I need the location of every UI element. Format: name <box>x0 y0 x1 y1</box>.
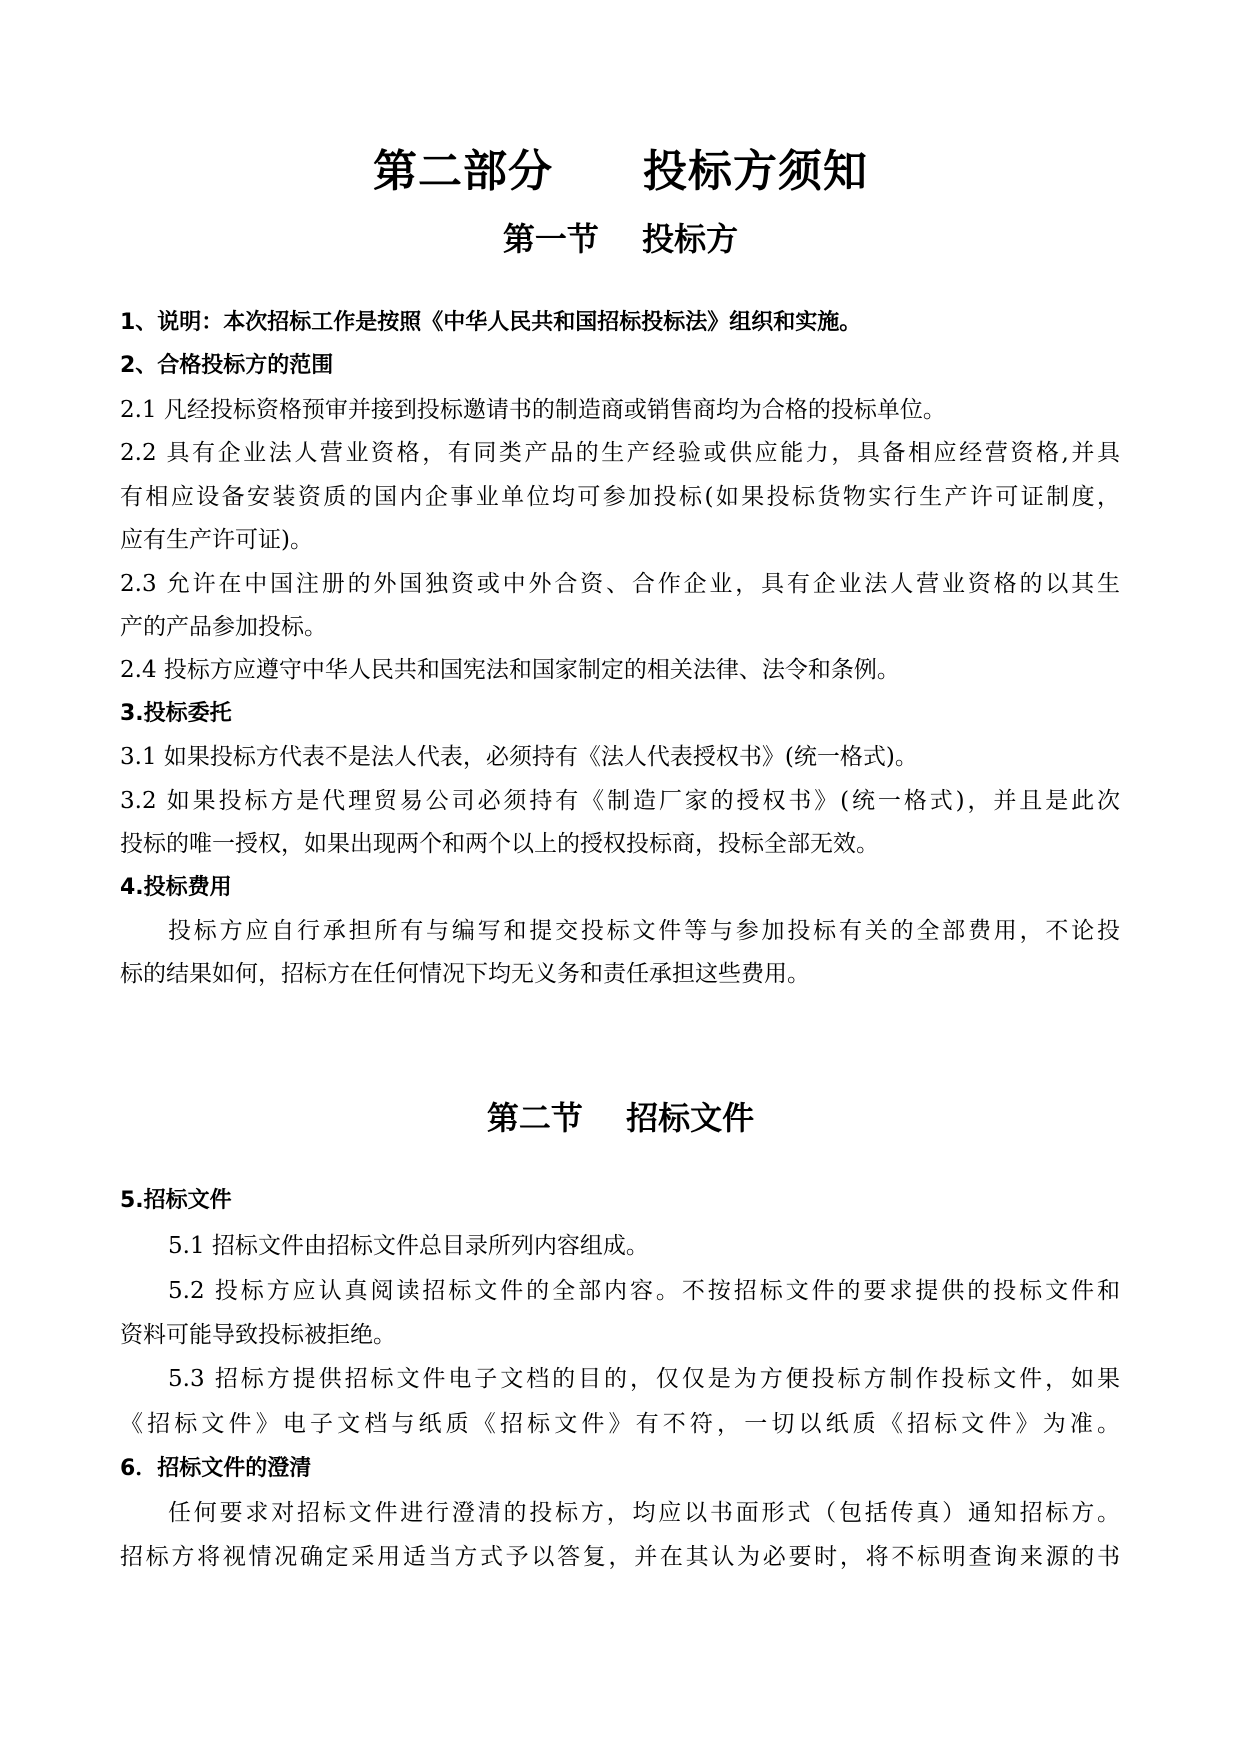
paragraph-line: 2.1 凡经投标资格预审并接到投标邀请书的制造商或销售商均为合格的投标单位。 <box>120 397 946 423</box>
paragraph-line: 2.3 允许在中国注册的外国独资或中外合资、合作企业，具有企业法人营业资格的以其生 <box>120 571 1120 597</box>
heading-line: 4.投标费用 <box>120 875 232 900</box>
paragraph-line: 《招标文件》电子文档与纸质《招标文件》有不符，一切以纸质《招标文件》为准。 <box>120 1411 1120 1437</box>
paragraph-line: 3.2 如果投标方是代理贸易公司必须持有《制造厂家的授权书》(统一格式)，并且是此次 <box>120 788 1120 814</box>
part-title: 第二部分 投标方须知 <box>373 146 868 197</box>
paragraph-line: 标的结果如何，招标方在任何情况下均无义务和责任承担这些费用。 <box>120 961 810 987</box>
paragraph-line: 5.3 招标方提供招标文件电子文档的目的，仅仅是为方便投标方制作投标文件，如果 <box>168 1366 1120 1392</box>
heading-line: 3.投标委托 <box>120 701 232 726</box>
heading-line: 6．招标文件的澄清 <box>120 1456 312 1481</box>
paragraph-line: 5.1 招标文件由招标文件总目录所列内容组成。 <box>168 1233 649 1259</box>
paragraph-line: 投标方应自行承担所有与编写和提交投标文件等与参加投标有关的全部费用，不论投 <box>168 918 1120 944</box>
section-title: 第二节 招标文件 <box>486 1099 755 1137</box>
paragraph-line: 1、说明：本次招标工作是按照《中华人民共和国招标投标法》组织和实施。 <box>120 310 862 335</box>
paragraph-line: 2.4 投标方应遵守中华人民共和国宪法和国家制定的相关法律、法令和条例。 <box>120 657 900 683</box>
paragraph-line: 3.1 如果投标方代表不是法人代表，必须持有《法人代表授权书》(统一格式)。 <box>120 744 918 770</box>
paragraph-line: 有相应设备安装资质的国内企事业单位均可参加投标(如果投标货物实行生产许可证制度， <box>120 484 1120 510</box>
paragraph-line: 2.2 具有企业法人营业资格，有同类产品的生产经验或供应能力，具备相应经营资格,并具 <box>120 440 1120 466</box>
section-title: 第一节 投标方 <box>502 220 739 258</box>
heading-line: 2、合格投标方的范围 <box>120 353 334 378</box>
paragraph-line: 投标的唯一授权，如果出现两个和两个以上的授权投标商，投标全部无效。 <box>120 831 879 857</box>
paragraph-line: 资料可能导致投标被拒绝。 <box>120 1322 396 1348</box>
paragraph-line: 招标方将视情况确定采用适当方式予以答复，并在其认为必要时，将不标明查询来源的书 <box>120 1544 1120 1570</box>
paragraph-line: 任何要求对招标文件进行澄清的投标方，均应以书面形式（包括传真）通知招标方。 <box>168 1500 1120 1526</box>
paragraph-line: 5.2 投标方应认真阅读招标文件的全部内容。不按招标文件的要求提供的投标文件和 <box>168 1278 1120 1304</box>
paragraph-line: 产的产品参加投标。 <box>120 614 327 640</box>
heading-line: 5.招标文件 <box>120 1188 232 1213</box>
paragraph-line: 应有生产许可证)。 <box>120 527 313 553</box>
